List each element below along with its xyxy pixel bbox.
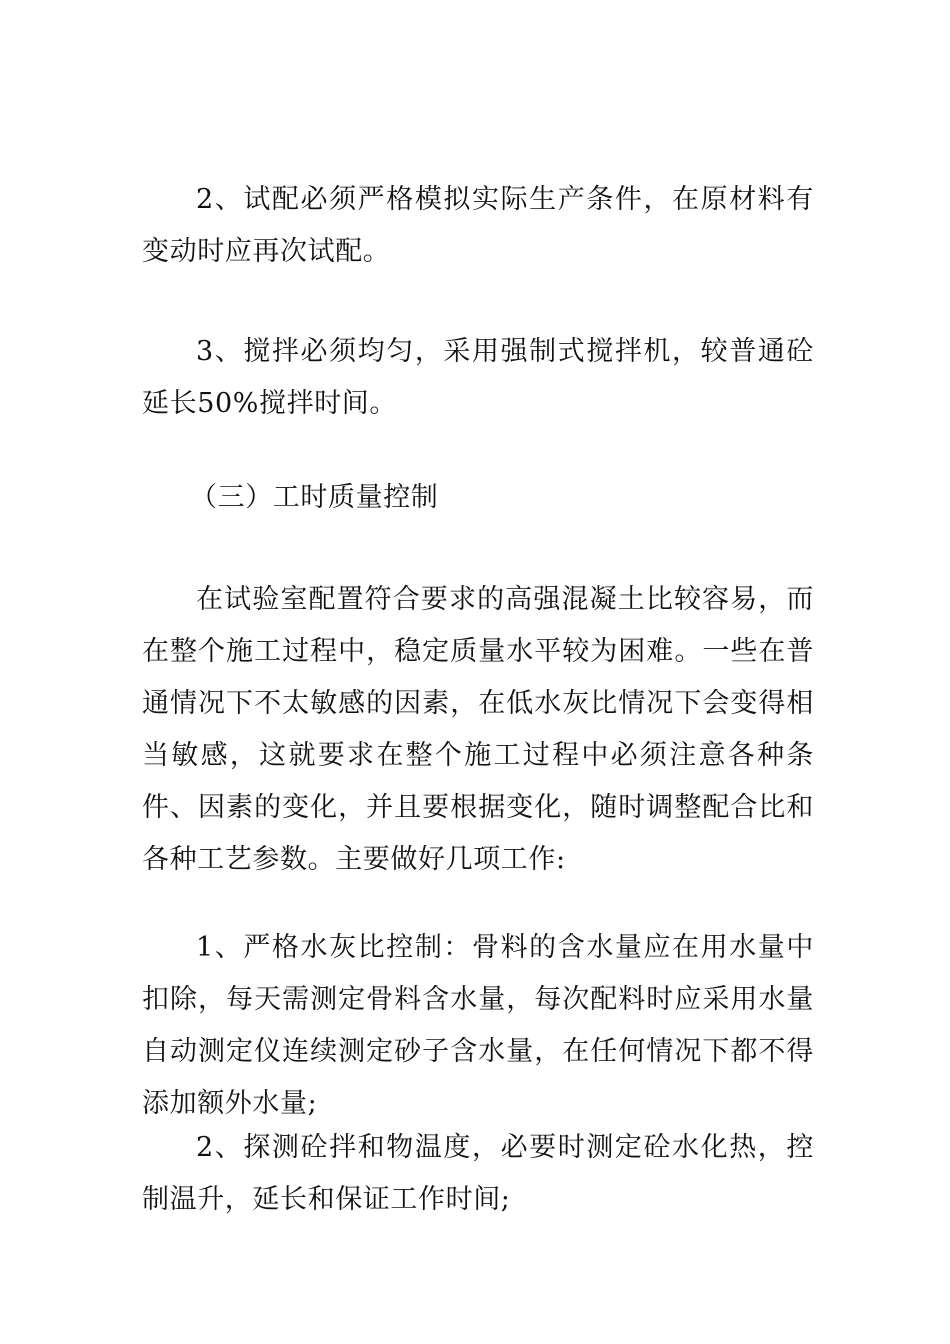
- paragraph-quality-intro: 在试验室配置符合要求的高强混凝土比较容易，而在整个施工过程中，稳定质量水平较为困难。一些在普通情况下不太敏感的因素，在低水灰比情况下会变得相当敏感，这就要求在整个施工过程中必须注意各种条件、因素的变化，并且要根据变化，随时调整配合比和各种工艺参数。主要做好几项工作:: [142, 584, 814, 875]
- paragraph-mixing: 3、搅拌必须均匀，采用强制式搅拌机，较普通砼延长50%搅拌时间。: [142, 336, 814, 419]
- section-heading: （三）工时质量控制: [190, 482, 439, 513]
- paragraph-water-cement-control: 1、严格水灰比控制：骨料的含水量应在用水量中扣除，每天需测定骨料含水量，每次配料时应采用水量自动测定仪连续测定砂子含水量，在任何情况下都不得添加额外水量;: [142, 932, 814, 1119]
- paragraph-temperature-monitoring: 2、探测砼拌和物温度，必要时测定砼水化热，控制温升，延长和保证工作时间;: [142, 1132, 814, 1215]
- paragraph-trial-mix: 2、试配必须严格模拟实际生产条件，在原材料有变动时应再次试配。: [142, 184, 814, 267]
